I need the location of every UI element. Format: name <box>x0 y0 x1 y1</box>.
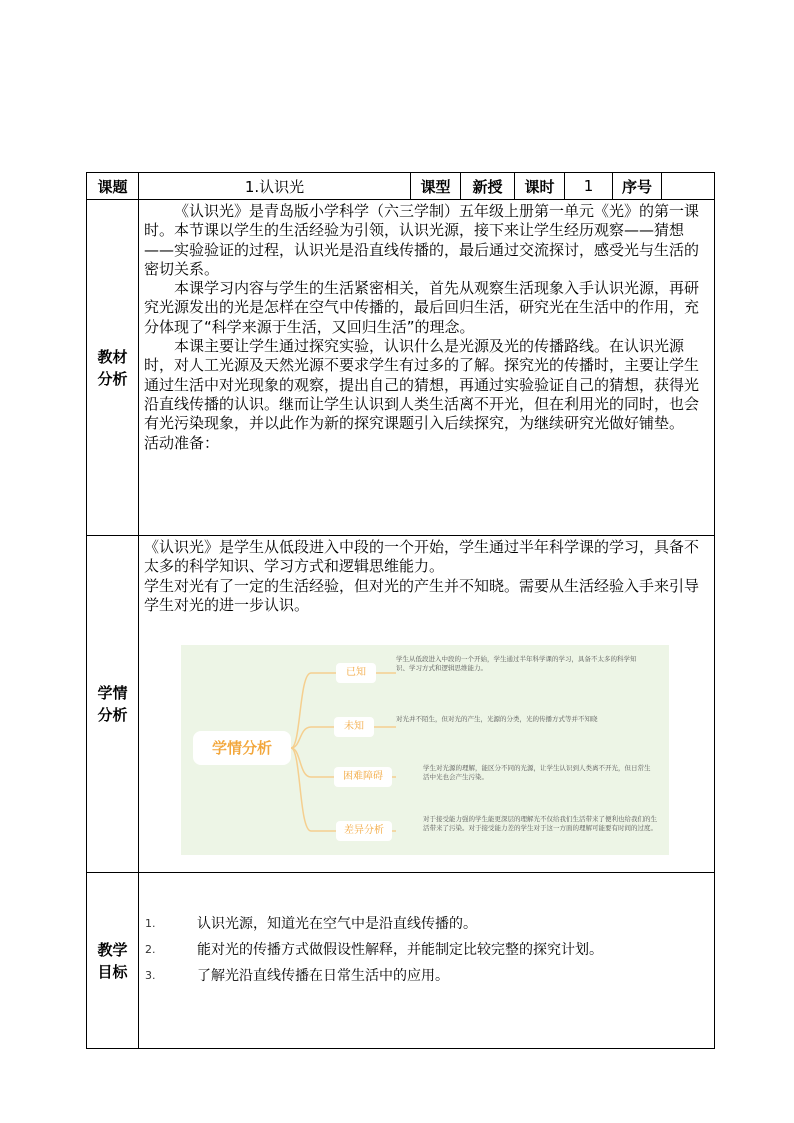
objective-item <box>145 937 714 963</box>
textbook-analysis-content <box>139 200 715 536</box>
connector-difference <box>291 748 396 831</box>
objective-number: 1. <box>145 917 156 930</box>
period-label: 课时 <box>515 173 565 200</box>
objective-text: 能对光的传播方式做假设性解释，并能制定比较完整的探究计划。 <box>197 942 603 958</box>
objectives-row <box>87 873 715 1049</box>
learner-paragraph-1: 《认识光》是学生从低段进入中段的一个开始，学生通过半年科学课的学习，具备不太多的科学知识、学习方式和逻辑思维能力。 <box>144 538 700 576</box>
mindmap-node-difficulty: 困难障碍 <box>334 767 392 787</box>
textbook-label-line1: 教材 <box>97 347 128 366</box>
activity-prep: 活动准备： <box>144 433 220 452</box>
mindmap-node-unknown: 未知 <box>334 717 374 737</box>
objectives-label-line1: 教学 <box>97 940 128 959</box>
header-row <box>87 173 715 200</box>
mindmap-node-difference: 差异分析 <box>336 821 392 841</box>
serial-value <box>662 173 715 200</box>
textbook-analysis-row <box>87 200 715 536</box>
objectives-label-line2: 目标 <box>97 962 128 981</box>
learner-label-line2: 分析 <box>97 706 128 724</box>
type-label: 课型 <box>411 173 461 200</box>
textbook-analysis-label <box>87 200 139 536</box>
objective-number: 2. <box>145 943 156 956</box>
mindmap-node-known: 已知 <box>336 663 376 683</box>
learner-analysis-label <box>87 536 139 873</box>
textbook-paragraph-2: 本课学习内容与学生的生活紧密相关，首先从观察生活现象入手认识光源，再研究光源发出的光是怎样在空气中传播的，最后回归生活，研究光在生活中的作用，充分体现了“科学来源于生活，又回归生活”的理念。 <box>144 279 700 336</box>
textbook-paragraph-1: 《认识光》是青岛版小学科学（六三学制）五年级上册第一单元《光》的第一课时。本节课以学生的生活经验为引领，认识光源，接下来让学生经历观察——猜想——实验验证的过程，认识光是沿直线传播的，最后通过交流探讨，感受光与生活的密切关系。 <box>144 202 700 278</box>
learner-paragraph-2: 学生对光有了一定的生活经验，但对光的产生并不知晓。需要从生活经验入手来引导学生对光的进一步认识。 <box>144 576 700 614</box>
serial-label: 序号 <box>613 173 662 200</box>
mindmap-desc-known: 学生从低段进入中段的一个开始，学生通过半年科学课的学习，具备不太多的科学知识、学习方式和逻辑思维能力。 <box>396 655 637 673</box>
objective-item <box>145 963 714 989</box>
learner-mindmap <box>181 645 669 855</box>
mindmap-desc-unknown: 对光并不陌生，但对光的产生，光源的分类，光的传播方式等并不知晓 <box>396 715 598 724</box>
learner-analysis-content <box>139 536 715 873</box>
textbook-paragraph-3: 本课主要让学生通过探究实验，认识什么是光源及光的传播路线。在认识光源时，对人工光源及天然光源不要求学生有过多的了解。探究光的传播时，主要让学生通过生活中对光现象的观察，提出自己的猜想，再通过实验验证自己的猜想，获得光沿直线传播的认识。继而让学生认识到人类生活离不开光，但在利用光的同时，也会有光污染现象，并以此作为新的探究课题引入后续探究，为继续研究光做好铺垫。 <box>144 337 700 433</box>
period-value: 1 <box>565 173 613 200</box>
learner-analysis-row <box>87 536 715 873</box>
objective-item <box>145 911 714 937</box>
mindmap-root: 学情分析 <box>193 731 291 765</box>
mindmap-desc-difference: 对于接受能力强的学生能更深层的理解光不仅给我们生活带来了便利也给我们的生活带来了污染。对于接受能力差的学生对于这一方面的理解可能要有时间的过度。 <box>423 815 657 833</box>
learner-label-line1: 学情 <box>97 684 128 702</box>
mindmap-desc-difficulty: 学生对光源的理解，能区分不同的光源，让学生认识到人类离不开光，但日常生活中光也会产生污染。 <box>423 764 651 782</box>
objective-text: 了解光沿直线传播在日常生活中的应用。 <box>197 968 449 984</box>
objective-number: 3. <box>145 969 156 982</box>
lesson-plan-table <box>86 172 715 1049</box>
objective-text: 认识光源，知道光在空气中是沿直线传播的。 <box>197 916 477 932</box>
topic-label: 课题 <box>87 173 139 200</box>
objectives-content <box>139 873 715 1049</box>
objectives-list <box>145 911 714 989</box>
objectives-label <box>87 873 139 1049</box>
textbook-label-line2: 分析 <box>97 369 128 388</box>
type-value: 新授 <box>461 173 515 200</box>
topic-value: 1.认识光 <box>139 173 411 200</box>
